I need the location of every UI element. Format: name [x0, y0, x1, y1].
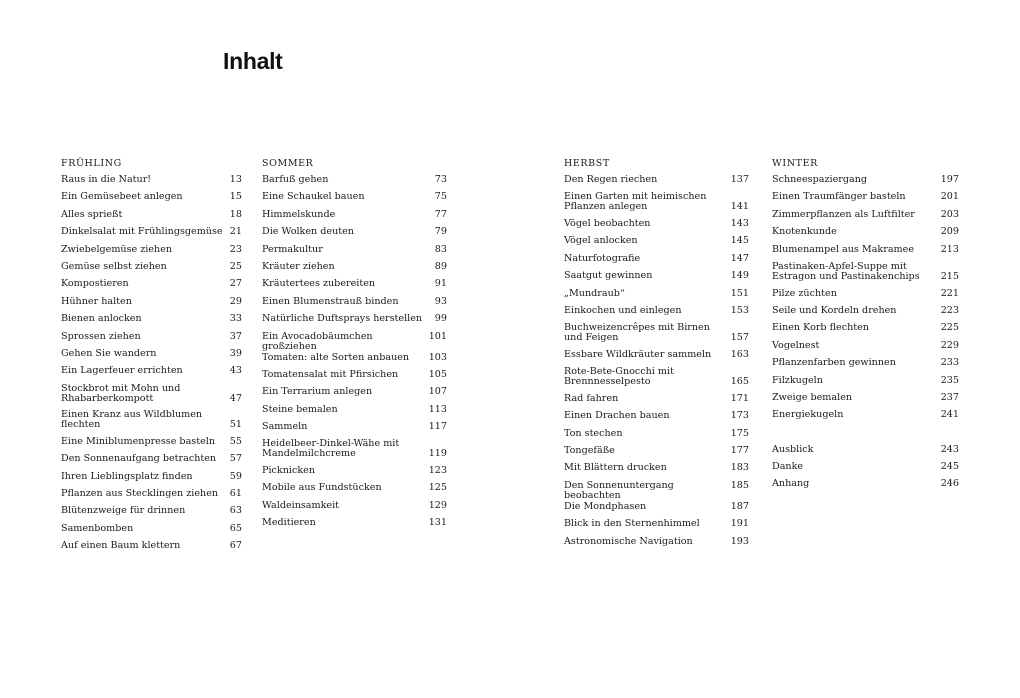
entry-page-number: 13 — [229, 174, 242, 185]
toc-entry — [772, 191, 959, 208]
toc-entry — [772, 461, 959, 478]
toc-entry — [564, 518, 749, 535]
entry-page-number: 18 — [229, 208, 242, 220]
entry-page-number: 235 — [940, 374, 959, 386]
toc-entry — [564, 445, 749, 462]
entry-title: Eine Miniblumenpresse basteln — [61, 435, 216, 447]
entry-page-number: 93 — [434, 295, 447, 307]
entry-page-number: 33 — [229, 313, 242, 325]
entry-title: Filzkugeln — [772, 374, 823, 386]
toc-entry — [61, 191, 242, 208]
entry-page-number: 117 — [428, 421, 447, 433]
toc-entry — [262, 278, 447, 295]
entry-title: Raus in die Natur! — [61, 174, 152, 185]
toc-entry — [262, 313, 447, 330]
toc-entry — [564, 536, 749, 553]
entry-page-number: 187 — [730, 500, 749, 512]
toc-entry — [772, 340, 959, 357]
entry-title: Ton stechen — [564, 427, 623, 439]
toc-entry — [61, 383, 242, 410]
entry-page-number: 141 — [730, 201, 749, 213]
entry-title: Hühner halten — [61, 295, 132, 307]
entry-title: Ihren Lieblingsplatz finden — [61, 470, 193, 482]
toc-entry — [772, 174, 959, 191]
entry-title: Die Wolken deuten — [262, 226, 354, 238]
entry-title: Einen Drachen bauen — [564, 410, 670, 422]
toc-column-sommer — [262, 157, 447, 535]
toc-entry — [564, 174, 749, 191]
entry-title: Seile und Kordeln drehen — [772, 304, 897, 316]
toc-entry — [61, 471, 242, 488]
entry-title: Einen Kranz aus Wildblumen flechten — [61, 409, 203, 431]
entry-title: Mit Blättern drucken — [564, 462, 667, 474]
entry-title: Sammeln — [262, 421, 308, 433]
entry-title: Rad fahren — [564, 392, 619, 404]
page-title: Inhalt — [223, 48, 283, 74]
entry-title: Knotenkunde — [772, 226, 837, 238]
entry-page-number: 175 — [730, 427, 749, 439]
entry-title: Blumenampel aus Makramee — [772, 243, 914, 255]
entry-title: Einen Garten mit heimischen Pflanzen anlegen — [564, 191, 707, 213]
toc-entry — [61, 261, 242, 278]
entry-title: Den Sonnenuntergang beobachten — [564, 479, 674, 501]
entry-title: Energiekugeln — [772, 409, 844, 421]
entry-title: Die Mondphasen — [564, 500, 647, 512]
entry-page-number: 43 — [229, 365, 242, 377]
entry-page-number: 165 — [730, 376, 749, 388]
entry-page-number: 61 — [229, 488, 242, 500]
entry-title: Ausblick — [772, 443, 814, 455]
entry-title: Danke — [772, 461, 804, 473]
toc-entry — [61, 348, 242, 365]
entry-title: Natürliche Duftsprays herstellen — [262, 313, 423, 325]
entry-page-number: 153 — [730, 304, 749, 316]
toc-entry — [772, 288, 959, 305]
entry-title: Eine Schaukel bauen — [262, 191, 365, 203]
toc-entry — [564, 288, 749, 305]
toc-column-fruehling — [61, 157, 242, 558]
toc-entry — [262, 244, 447, 261]
entry-page-number: 101 — [428, 330, 447, 342]
entry-title: Ein Avocadobäumchen großziehen — [262, 330, 373, 352]
entry-page-number: 129 — [428, 499, 447, 511]
toc-entry — [61, 313, 242, 330]
entry-page-number: 191 — [730, 518, 749, 530]
toc-entry — [564, 218, 749, 235]
toc-entry — [564, 410, 749, 427]
entry-title: Waldeinsamkeit — [262, 499, 340, 511]
toc-entry — [262, 209, 447, 226]
entry-title: Auf einen Baum klettern — [61, 540, 181, 552]
entry-page-number: 147 — [730, 252, 749, 264]
toc-entry — [262, 352, 447, 369]
toc-entry — [262, 482, 447, 499]
toc-entry — [564, 393, 749, 410]
entry-page-number: 65 — [229, 522, 242, 534]
toc-entry — [564, 235, 749, 252]
entry-page-number: 243 — [940, 443, 959, 455]
entry-title: Naturfotografie — [564, 252, 641, 264]
entry-title: Permakultur — [262, 243, 323, 255]
entry-title: Den Sonnenaufgang betrachten — [61, 453, 217, 465]
entry-page-number: 119 — [428, 448, 447, 460]
entry-title: Vögel anlocken — [564, 235, 638, 247]
entry-title: Den Regen riechen — [564, 174, 658, 185]
toc-entry — [262, 261, 447, 278]
entry-page-number: 157 — [730, 332, 749, 344]
entry-page-number: 229 — [940, 339, 959, 351]
entry-title: Tomaten: alte Sorten anbauen — [262, 351, 410, 363]
entry-page-number: 193 — [730, 535, 749, 547]
entry-page-number: 149 — [730, 270, 749, 282]
entry-title: Buchweizencrêpes mit Birnen und Feigen — [564, 322, 710, 344]
toc-entry — [564, 191, 749, 218]
entry-page-number: 233 — [940, 357, 959, 369]
toc-entry — [564, 480, 749, 501]
toc-entry — [61, 505, 242, 522]
entry-title: Stockbrot mit Mohn und Rhabarberkompott — [61, 382, 181, 404]
toc-entry — [61, 540, 242, 557]
entry-page-number: 123 — [428, 465, 447, 477]
toc-entry — [61, 278, 242, 295]
toc-entry — [61, 296, 242, 313]
entry-title: Blick in den Sternenhimmel — [564, 518, 700, 530]
entry-page-number: 183 — [730, 462, 749, 474]
toc-entry — [61, 365, 242, 382]
entry-page-number: 131 — [428, 517, 447, 529]
entry-page-number: 99 — [434, 313, 447, 325]
entry-page-number: 237 — [940, 391, 959, 403]
toc-entry — [61, 174, 242, 191]
entry-page-number: 201 — [940, 191, 959, 203]
entry-title: „Mundraub“ — [564, 287, 625, 299]
toc-entry — [61, 409, 242, 436]
toc-entry — [262, 369, 447, 386]
entry-title: Kompostieren — [61, 278, 129, 290]
entry-title: Bienen anlocken — [61, 313, 142, 325]
entry-title: Himmelskunde — [262, 208, 336, 220]
entry-title: Kräutertees zubereiten — [262, 278, 376, 290]
entry-title: Sprossen ziehen — [61, 330, 141, 342]
entry-page-number: 173 — [730, 410, 749, 422]
entry-title: Einkochen und einlegen — [564, 304, 682, 316]
toc-entry — [564, 462, 749, 479]
toc-entry — [772, 322, 959, 339]
entry-page-number: 29 — [229, 295, 242, 307]
entry-page-number: 91 — [434, 278, 447, 290]
toc-entry — [772, 305, 959, 322]
section-heading: FRÜHLING — [61, 158, 122, 169]
entry-page-number: 75 — [434, 191, 447, 203]
entry-page-number: 21 — [229, 226, 242, 238]
toc-entry — [262, 174, 447, 191]
entry-title: Gemüse selbst ziehen — [61, 260, 167, 272]
entry-title: Essbare Wildkräuter sammeln — [564, 348, 712, 360]
entry-title: Anhang — [772, 478, 810, 490]
toc-entry — [772, 444, 959, 461]
entry-page-number: 105 — [428, 368, 447, 380]
entry-page-number: 23 — [229, 243, 242, 255]
entry-page-number: 209 — [940, 226, 959, 238]
entry-page-number: 103 — [428, 351, 447, 363]
toc-entry — [564, 501, 749, 518]
entry-page-number: 77 — [434, 208, 447, 220]
toc-entry — [262, 517, 447, 534]
entry-title: Vögel beobachten — [564, 217, 651, 229]
entry-title: Dinkelsalat mit Frühlingsgemüse — [61, 226, 223, 238]
entry-page-number: 83 — [434, 243, 447, 255]
entry-title: Tomatensalat mit Pfirsichen — [262, 368, 399, 380]
section-heading: HERBST — [564, 158, 610, 169]
entry-page-number: 25 — [229, 260, 242, 272]
entry-title: Alles sprießt — [61, 208, 123, 220]
entry-page-number: 163 — [730, 348, 749, 360]
entry-title: Blütenzweige für drinnen — [61, 505, 186, 517]
toc-entry — [772, 261, 959, 288]
toc-entry — [61, 209, 242, 226]
toc-entry — [564, 270, 749, 287]
entry-page-number: 225 — [940, 322, 959, 334]
entry-page-number: 246 — [940, 478, 959, 490]
entry-title: Zimmerpflanzen als Luftfilter — [772, 208, 915, 220]
entry-title: Zweige bemalen — [772, 391, 853, 403]
entry-page-number: 143 — [730, 217, 749, 229]
entry-title: Einen Blumenstrauß binden — [262, 295, 399, 307]
toc-entry — [772, 392, 959, 409]
toc-entry — [262, 421, 447, 438]
entry-title: Tongefäße — [564, 445, 615, 457]
entry-page-number: 197 — [940, 174, 959, 185]
toc-entry — [772, 357, 959, 374]
toc-entry — [564, 305, 749, 322]
entry-page-number: 67 — [229, 540, 242, 552]
entry-page-number: 213 — [940, 243, 959, 255]
entry-title: Samenbomben — [61, 522, 134, 534]
entry-page-number: 185 — [730, 479, 749, 491]
entry-title: Einen Korb flechten — [772, 322, 869, 334]
entry-title: Saatgut gewinnen — [564, 270, 653, 282]
entry-page-number: 125 — [428, 482, 447, 494]
entry-page-number: 171 — [730, 392, 749, 404]
toc-entry — [262, 438, 447, 465]
entry-page-number: 151 — [730, 287, 749, 299]
entry-title: Zwiebelgemüse ziehen — [61, 243, 173, 255]
entry-title: Steine bemalen — [262, 403, 338, 415]
toc-entry — [262, 191, 447, 208]
entry-title: Einen Traumfänger basteln — [772, 191, 906, 203]
entry-title: Pilze züchten — [772, 287, 837, 299]
entry-title: Ein Lagerfeuer errichten — [61, 365, 183, 377]
toc-entry — [772, 409, 959, 426]
section-heading: SOMMER — [262, 158, 314, 169]
entry-page-number: 27 — [229, 278, 242, 290]
entry-title: Kräuter ziehen — [262, 260, 335, 272]
toc-entry — [772, 478, 959, 495]
toc-entry — [564, 366, 749, 393]
toc-entry — [61, 523, 242, 540]
entry-page-number: 39 — [229, 347, 242, 359]
entry-page-number: 107 — [428, 386, 447, 398]
entry-title: Pastinaken-Apfel-Suppe mit Estragon und Pastinakenchips — [772, 260, 920, 282]
entry-page-number: 113 — [428, 403, 447, 415]
toc-entry — [564, 322, 749, 349]
toc-entry — [61, 488, 242, 505]
toc-column-herbst — [564, 157, 749, 553]
entry-title: Pflanzenfarben gewinnen — [772, 357, 896, 369]
toc-entry — [262, 331, 447, 352]
entry-page-number: 89 — [434, 260, 447, 272]
entry-page-number: 63 — [229, 505, 242, 517]
entry-page-number: 215 — [940, 270, 959, 282]
toc-entry — [61, 453, 242, 470]
toc-entry — [262, 226, 447, 243]
entry-title: Heidelbeer-Dinkel-Wähe mit Mandelmilchcreme — [262, 438, 400, 460]
entry-title: Astronomische Navigation — [564, 535, 693, 547]
entry-title: Pflanzen aus Stecklingen ziehen — [61, 488, 219, 500]
toc-entry — [262, 404, 447, 421]
toc-entry — [564, 349, 749, 366]
entry-page-number: 221 — [940, 287, 959, 299]
entry-page-number: 15 — [229, 191, 242, 203]
toc-entry — [262, 500, 447, 517]
entry-title: Gehen Sie wandern — [61, 347, 157, 359]
entry-title: Meditieren — [262, 517, 316, 529]
entry-title: Ein Gemüsebeet anlegen — [61, 191, 183, 203]
section-gap — [772, 427, 959, 444]
entry-title: Rote-Bete-Gnocchi mit Brennnesselpesto — [564, 366, 674, 388]
entry-page-number: 137 — [730, 174, 749, 185]
entry-title: Barfuß gehen — [262, 174, 329, 185]
toc-entry — [262, 465, 447, 482]
entry-title: Ein Terrarium anlegen — [262, 386, 373, 398]
entry-page-number: 79 — [434, 226, 447, 238]
entry-title: Vogelnest — [772, 339, 820, 351]
toc-entry — [772, 375, 959, 392]
entry-page-number: 145 — [730, 235, 749, 247]
entry-page-number: 203 — [940, 208, 959, 220]
entry-page-number: 37 — [229, 330, 242, 342]
toc-entry — [262, 296, 447, 313]
entry-page-number: 241 — [940, 409, 959, 421]
section-heading: WINTER — [772, 158, 818, 169]
entry-page-number: 51 — [229, 419, 242, 431]
entry-title: Mobile aus Fundstücken — [262, 482, 382, 494]
entry-title: Schneespaziergang — [772, 174, 868, 185]
entry-page-number: 177 — [730, 445, 749, 457]
entry-page-number: 57 — [229, 453, 242, 465]
toc-entry — [61, 436, 242, 453]
entry-page-number: 73 — [434, 174, 447, 185]
toc-entry — [772, 226, 959, 243]
entry-page-number: 223 — [940, 304, 959, 316]
toc-entry — [61, 331, 242, 348]
toc-entry — [564, 253, 749, 270]
toc-entry — [61, 226, 242, 243]
toc-entry — [772, 244, 959, 261]
toc-entry — [772, 209, 959, 226]
entry-page-number: 47 — [229, 392, 242, 404]
entry-title: Picknicken — [262, 465, 315, 477]
entry-page-number: 245 — [940, 461, 959, 473]
toc-entry — [262, 386, 447, 403]
toc-entry — [564, 428, 749, 445]
toc-entry — [61, 244, 242, 261]
entry-page-number: 55 — [229, 435, 242, 447]
toc-column-winter — [772, 157, 959, 496]
entry-page-number: 59 — [229, 470, 242, 482]
